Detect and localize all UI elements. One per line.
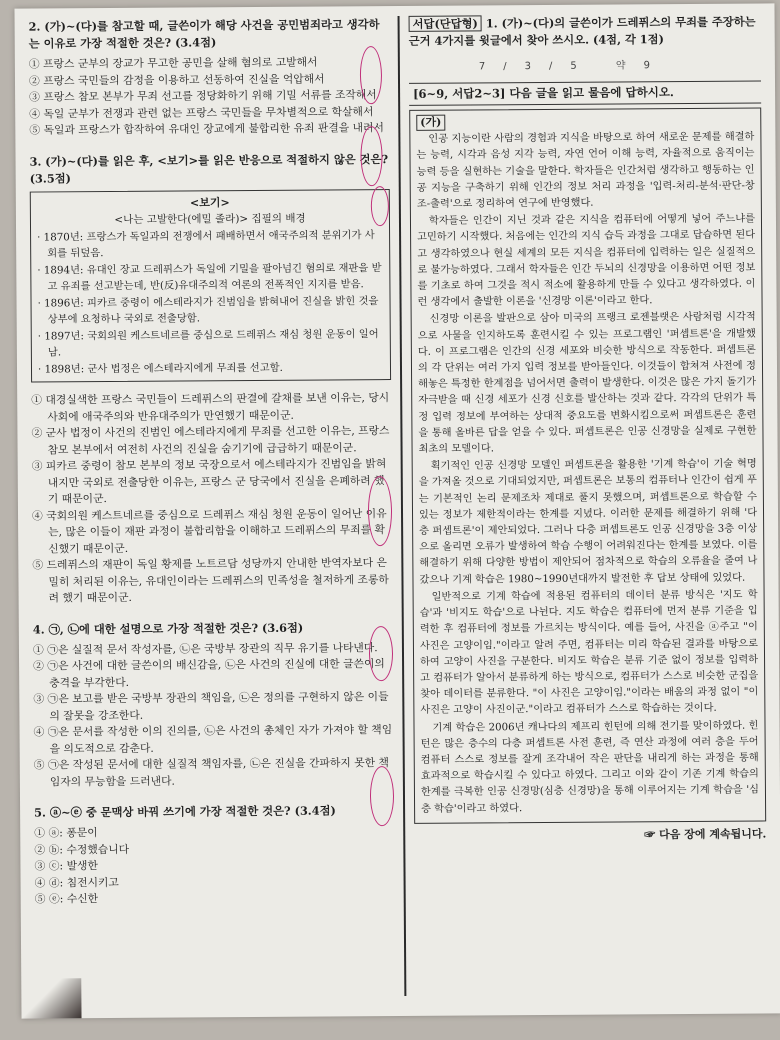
passage-paragraph: 획기적인 인공 신경망 모델인 퍼셉트론을 활용한 '기계 학습'이 기술 혁명을 가져올 것으로 기대되었지만, 퍼셉트론은 보통의 컴퓨터나 인간이 쉽게 푸는 기본적인 논리 문제조차 제대로 풀지 못했으며, 퍼셉트론으로 학습할 수 있는 정보가 제한적이라는 한계를 지녔다. 이러한 문제를 해결하기 위해 '다층 퍼셉트론'이 제안되었다. 그러나 다층 퍼셉트론도 인공 신경망을 3층 이상으로 올리면 오류가 발생하여 학습 수행이 어려워진다는 한계를 보였다. 이를 해결하기 위해 다양한 방법이 제안되어 점차적으로 학습의 오류율을 줄여 나갔으나 기계 학습은 1980~1990년대까지 발전한 후 답보 상태에 있었다. [418,458,758,586]
bogi-item: · 1898년: 군사 법정은 에스테라지에게 무죄를 선고함. [37,361,283,376]
q3-option-5[interactable]: ⑤ 드레퓌스의 재판이 독일 황제를 노트르담 성당까지 안내한 반역자보다 은밀히 처리된 이유는, 유대인이라는 드레퓌스의 민족성을 철저하게 조롱하려 했기 때문이군. [32,556,389,605]
q2-option-5[interactable]: ⑤ 독일과 프랑스가 합작하여 유대인 장교에게 불합리한 유죄 판결을 내려서 [29,121,384,137]
question-5 [34,802,395,908]
bogi-subtitle: <나는 고발한다(에밀 졸라)> 집필의 배경 [114,212,306,226]
q2-option-3[interactable]: ③ 프랑스 참모 본부가 무죄 선고를 정당화하기 위해 기밀 서류를 조작해서 [29,88,377,104]
exam-sheet [14,3,780,1018]
question-4 [33,619,394,791]
q4-option-5[interactable]: ⑤ ㉠은 작성된 문서에 대한 실질적 책임자를, ㉡은 진실을 간파하지 못한 책임자의 무능함을 드러낸다. [33,756,389,788]
q5-option-4[interactable]: ④ ⓓ: 침전시키고 [34,875,119,890]
section-header: [6~9, 서답2~3] 다음 글을 읽고 물음에 답하시오. [409,80,761,105]
continue-note: ☞ 다음 장에 계속됩니다. [644,827,767,842]
q2-option-1[interactable]: ① 프랑스 군부의 장교가 무고한 공민을 살해 혐의로 고발해서 [28,55,318,71]
seodap-1-text: 1. (가)~(다)의 글쓴이가 드레퓌스의 무죄를 주장하는 근거 4가지를 윗글에서 찾아 쓰시오. (4점, 각 1점) [408,14,756,48]
seodap-tag: 서답(단답형) [409,15,482,32]
passage-paragraph: 인공 지능이란 사람의 경험과 지식을 바탕으로 하여 새로운 문제를 해결하는 능력, 시각과 음성 지각 능력, 자연 언어 이해 능력, 자율적으로 움직이는 능력 등을 실현하는 기술을 말한다. 학자들은 인간처럼 생각하고 행동하는 인공 지능을 구축하기 위해 인간의 정보 처리 과정을 '입력-처리-분석·판단-창조-출력'으로 정리하여 연구에 반영했다. [416,131,755,210]
q5-option-1[interactable]: ① ⓐ: 퐁문이 [34,826,98,840]
seodap-1 [409,13,761,49]
q2-option-2[interactable]: ② 프랑스 국민들의 감정을 이용하고 선동하여 진실을 억압해서 [28,72,325,88]
q5-option-3[interactable]: ③ ⓒ: 발생한 [34,859,98,873]
passage-label: (가) [416,115,445,131]
passage-paragraph: 기계 학습은 2006년 캐나다의 제프리 힌턴에 의해 전기를 맞이하였다. 힌턴은 많은 층수의 다층 퍼셉트론 사전 훈련, 즉 연산 과정에 여러 층을 두어 컴퓨터 스스로 정보를 잘게 조각내어 작은 판단을 내리게 하는 과정을 통해 효과적으로 학습시킬 수 있다고 하였다. 그리고 이와 같이 기존 기계 학습의 한계를 극복한 인공 신경망(심층 신경망)을 통해 이루어지는 기계 학습을 '심층 학습'이라고 하였다. [420,720,759,815]
q3-option-3[interactable]: ③ 피카르 중령이 참모 본부의 정보 국장으로서 에스테라지가 진범임을 밝혀내지만 국외로 전출당한 이유는, 프랑스 군 당국에서 진실을 은폐하려 했기 때문이군. [31,457,387,506]
question-2 [29,16,390,139]
bogi-item: · 1896년: 피카르 중령이 에스테라지가 진범임을 밝혀내어 진실을 밝힌 것을 상부에 요청하나 국외로 전출당함. [37,294,379,326]
q2-option-4[interactable]: ④ 독일 군부가 전쟁과 관련 없는 프랑스 국민들을 무차별적으로 학살해서 [29,104,374,121]
question-3 [29,151,392,608]
question-4-stem: 4. ㉠, ㉡에 대한 설명으로 가장 적절한 것은? (3.6점) [32,620,304,637]
q4-option-2[interactable]: ② ㉠은 사건에 대한 글쓴이의 배신감을, ㉡은 사건의 진실에 대한 글쓴이의 충격을 부각한다. [33,657,385,689]
q5-option-2[interactable]: ② ⓑ: 수정했습니다 [34,842,130,857]
handwritten-answer: 7/3/5 약9 [478,60,668,73]
q4-option-1[interactable]: ① ㉠은 실질적 문서 작성자를, ㉡은 국방부 장관의 직무 유기를 나타낸다. [32,640,378,657]
q5-option-5[interactable]: ⑤ ⓔ: 수신한 [34,892,99,906]
passage-paragraph: 일반적으로 기계 학습에 적용된 컴퓨터의 데이터 분류 방식은 '지도 학습'과 '비지도 학습'으로 나뉜다. 지도 학습은 컴퓨터에 먼저 분류 기준을 입력한 후 컴퓨터에 정보를 가르치는 방식이다. 예를 들어, 사진을 ⓐ주고 "이 사진은 고양이임."이라고 알려 주면, 컴퓨터는 미리 학습된 결과를 바탕으로 하여 고양이 사진을 구분한다. 비지도 학습은 분류 기준 없이 정보를 입력하고 컴퓨터가 알아서 분류하게 하는 방식으로, 컴퓨터가 스스로 비슷한 군집을 찾아 데이터를 분류한다. "이 사진은 고양이임."이라는 배움의 과정 없이 "이 사진은 고양이 사진이군."이라고 컴퓨터가 스스로 학습하는 것이다. [419,589,759,717]
q4-option-3[interactable]: ③ ㉠은 보고를 받은 국방부 장관의 책임을, ㉡은 정의를 구현하지 않은 이들의 잘못을 강조한다. [33,690,389,722]
bogi-item: · 1870년: 프랑스가 독일과의 전쟁에서 패배하면서 애국주의적 분위기가 사회를 뒤덮음. [37,228,375,260]
question-2-stem: 2. (가)~(다)를 참고할 때, 글쓴이가 해당 사건을 공민범죄라고 생각하는 이유로 가장 적절한 것은? (3.4점) [28,17,380,51]
bogi-box [30,189,391,383]
page-shadow [21,978,81,1018]
bogi-item: · 1894년: 유대인 장교 드레퓌스가 독일에 기밀을 팔아넘긴 혐의로 재판을 받고 유죄를 선고받는데, 반(反)유대주의적 여론의 전폭적인 지지를 받음. [37,261,382,293]
bogi-title: <보기> [189,195,230,209]
column-divider [398,16,407,996]
q4-option-4[interactable]: ④ ㉠은 문서를 작성한 이의 진의를, ㉡은 사건의 총체인 자가 가져야 할 책임을 의도적으로 감춘다. [33,723,393,755]
right-column [409,13,767,843]
q3-option-2[interactable]: ② 군사 법정이 사건의 진범인 에스테라지에게 무죄를 선고한 이유는, 프랑스 참모 본부에서 여전히 사건의 진실을 숨기기에 급급하기 때문이군. [31,424,390,456]
question-3-stem: 3. (가)~(다)를 읽은 후, <보기>를 읽은 반응으로 적절하지 않은 것은? (3.5점) [29,151,389,186]
q3-option-4[interactable]: ④ 국회의원 케스트네르를 중심으로 드레퓌스 재심 청원 운동이 일어난 이유는, 많은 이들이 재판 과정이 불합리함을 이해하고 드레퓌스의 무죄를 확신했기 때문이군. [31,506,387,555]
question-5-stem: 5. ⓐ~ⓔ 중 문맥상 바꿔 쓰기에 가장 적절한 것은? (3.4점) [34,803,336,820]
passage-paragraph: 신경망 이론을 발판으로 삼아 미국의 프랭크 로젠블랫은 사람처럼 시각적으로 사물을 인지하도록 훈련시킬 수 있는 프로그램인 '퍼셉트론'을 개발했다. 이 프로그램은 인간의 신경 세포와 비슷한 방식으로 작동한다. 퍼셉트론의 각 단위는 여러 가지 입력 정보를 받아들인다. 이것들이 합쳐져 사전에 정해놓은 특정한 한계점을 넘어서면 출력이 발생한다. 이것은 많은 가지 돌기가 자극받을 때 신경 세포가 신경 신호를 발산하는 것과 같다. 각각의 단위가 특정 입력 정보에 부여하는 상대적 중요도를 변화시킴으로써 퍼셉트론은 훈련을 통해 올바른 답을 얻을 수 있다. 퍼셉트론은 인공 신경망을 실제로 구현한 최초의 모델이다. [417,311,757,455]
bogi-item: · 1897년: 국회의원 케스트네르를 중심으로 드레퓌스 재심 청원 운동이 일어남. [37,327,379,359]
left-column [29,16,395,908]
passage-paragraph: 학자들은 인간이 지닌 것과 같은 지식을 컴퓨터에 어떻게 넣어 주느냐를 고민하기 시작했다. 처음에는 인간의 지식 습득 과정을 그대로 답습하면 된다고 생각하였으나 현실 세계의 모든 지식을 컴퓨터에 입력하는 일은 실질적으로 불가능하였다. 그래서 학자들은 인간 두뇌의 신경망을 이용하면 어떤 정보를 기초로 하여 그것을 적시 적소에 활용하게 만들 수 있다고 생각하였다. 이런 생각에서 출발한 이론을 '신경망 이론'이라고 한다. [417,213,756,309]
q3-option-1[interactable]: ① 대경실색한 프랑스 국민들이 드레퓌스의 판결에 갈채를 보낸 이유는, 당시 사회에 애국주의와 반유대주의가 만연했기 때문이군. [31,391,390,423]
passage-box [409,107,766,823]
